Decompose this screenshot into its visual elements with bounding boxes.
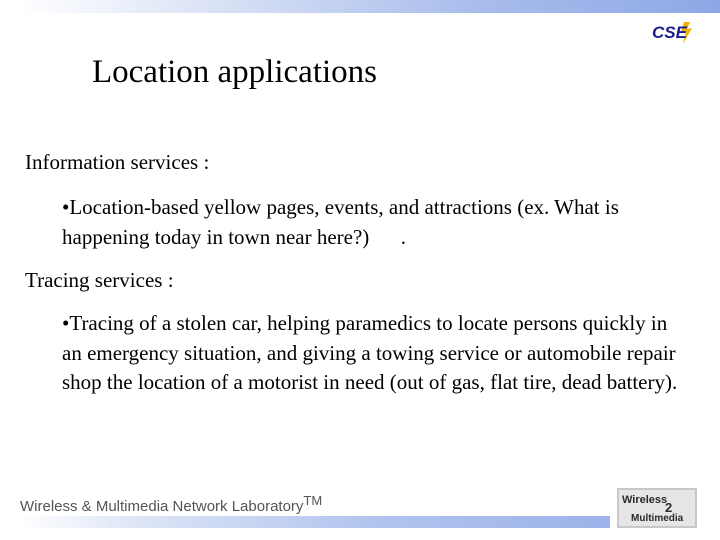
wireless-logo-line1: Wireless — [622, 494, 668, 506]
section-heading-tracing: Tracing services : — [25, 268, 174, 292]
slide-title: Location applications — [92, 54, 377, 90]
cse-logo — [650, 18, 702, 54]
bullet-tracing: •Tracing of a stolen car, helping paramedics to locate persons quickly in an emergency situation, and giving a towing service or automobile repair shop the location of a motorist in need (out of gas, flat tire, dead battery). — [62, 311, 678, 394]
section-heading-information: Information services : — [25, 150, 210, 174]
bullet-information: •Location-based yellow pages, events, and attractions (ex. What is happening today in town near here?) . — [62, 195, 619, 249]
lab-name-text: Wireless & Multimedia Network Laboratory — [20, 498, 304, 515]
slide-body — [25, 148, 705, 398]
wireless-multimedia-logo — [617, 488, 697, 528]
bottom-decorative-bar — [18, 516, 610, 528]
wireless-logo-badge: 2 — [665, 500, 673, 515]
wireless-logo-line2: Multimedia — [631, 513, 684, 524]
top-decorative-bar — [18, 0, 720, 13]
footer-lab-name — [20, 493, 322, 515]
cse-logo-text: CSE — [652, 23, 687, 42]
trademark-symbol: TM — [303, 493, 323, 508]
